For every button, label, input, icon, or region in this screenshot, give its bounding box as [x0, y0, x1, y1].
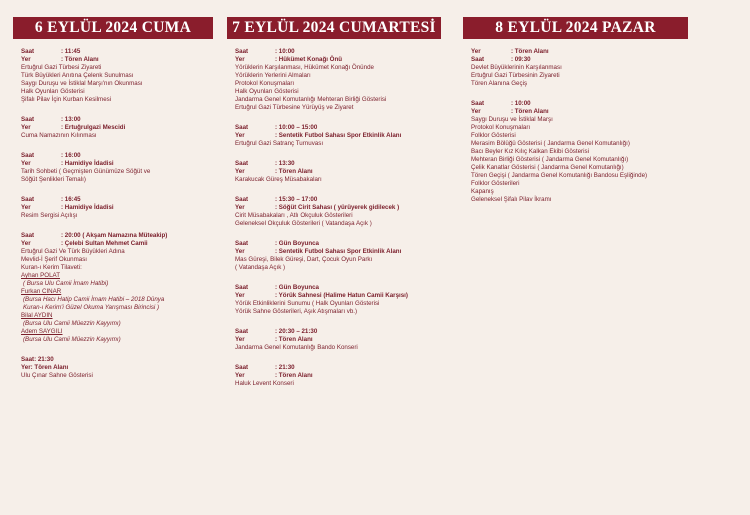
program-line: Bilal AYDIN — [21, 312, 53, 319]
program-line: Ertuğrul Gazi Türbesine Yürüyüş ve Ziyaret — [235, 104, 354, 111]
program-line: Merasim Bölüğü Gösterisi ( Jandarma Genel Komutanlığı) — [471, 140, 630, 147]
row-key: Saat — [21, 196, 35, 203]
day-column-2 — [227, 17, 441, 400]
program-row-primary — [21, 152, 213, 160]
row-key: Saat — [471, 56, 485, 63]
program-line: Ertuğrul Gazi Türbesi Ziyareti — [21, 64, 102, 71]
program-line: Protokol Konuşmaları — [471, 124, 531, 131]
program-line: (Bursa Ulu Camii Müezzin Kayyımı) — [23, 320, 121, 327]
row-value: : Hükümet Konağı Önü — [275, 56, 343, 63]
program-line: ( Vatandaşa Açık ) — [235, 264, 286, 271]
program-line: Cuma Namazının Kılınması — [21, 132, 97, 139]
row-key: Saat — [235, 328, 249, 335]
program-block — [235, 160, 441, 184]
program-line: ( Bursa Ulu Camii İmam Hatibi) — [23, 280, 109, 287]
program-row-primary — [21, 48, 213, 56]
row-value: : 16:00 — [61, 152, 81, 159]
program-line: Tören Alanına Geçiş — [471, 80, 528, 87]
program-line: Kuran-ı Kerim Tilaveti: — [21, 264, 82, 271]
program-line: Adem SAYGILI — [21, 328, 63, 335]
program-row-secondary — [471, 56, 688, 64]
program-line: Cirit Müsabakaları , Atlı Okçuluk Gösterileri — [235, 212, 353, 219]
program-block — [471, 100, 688, 204]
program-line: Resim Sergisi Açılışı — [21, 212, 78, 219]
row-value: : 15:30 – 17:00 — [275, 196, 318, 203]
day-column-1 — [13, 17, 213, 392]
program-line: (Bursa Ulu Camii Müezzin Kayyımı) — [23, 336, 121, 343]
row-key: Saat — [21, 48, 35, 55]
row-value: : 10:00 — [511, 100, 531, 107]
day-header: 6 EYLÜL 2024 CUMA — [13, 17, 213, 39]
program-row-secondary — [21, 124, 213, 132]
program-list — [227, 48, 441, 388]
row-key: Yer — [235, 168, 245, 175]
program-row-secondary — [235, 168, 441, 176]
row-value: : 11:45 — [61, 48, 81, 55]
program-line: Folklor Gösterisi — [471, 132, 516, 139]
program-list — [463, 48, 688, 204]
program-line: Mehteran Birliği Gösterisi ( Jandarma Genel Komutanlığı) — [471, 156, 629, 163]
program-block — [471, 48, 688, 88]
row-value: : Gün Boyunca — [275, 240, 320, 247]
program-block — [235, 240, 441, 272]
row-key: Saat — [235, 160, 249, 167]
row-key: Yer — [21, 240, 31, 247]
row-key: Yer: Tören Alanı — [21, 364, 69, 371]
row-value: : Gün Boyunca — [275, 284, 320, 291]
row-value: : 10:00 – 15:00 — [275, 124, 318, 131]
program-row-secondary — [235, 292, 441, 300]
program-row-secondary — [21, 160, 213, 168]
row-value: : Sentetik Futbol Sahası Spor Etkinlik Alanı — [275, 248, 402, 255]
row-value: : 09:30 — [511, 56, 531, 63]
program-line: Yörük Etkinliklerini Sunumu ( Halk Oyunları Gösterisi — [235, 300, 380, 307]
day-header: 7 EYLÜL 2024 CUMARTESİ — [227, 17, 441, 39]
program-line: Jandarma Genel Komutanlığı Bando Konseri — [235, 344, 358, 351]
row-key: Yer — [235, 292, 245, 299]
program-line: Geleneksel Okçuluk Gösterileri ( Vatandaşa Açık ) — [235, 220, 372, 227]
row-key: Yer — [235, 248, 245, 255]
program-line: Ulu Çınar Sahne Gösterisi — [21, 372, 93, 379]
program-block — [21, 232, 213, 344]
program-line: Kapanış — [471, 188, 494, 195]
program-row-primary — [21, 116, 213, 124]
program-line: Halk Oyunları Gösterisi — [235, 88, 299, 95]
row-key: Yer — [235, 372, 245, 379]
program-line: Protokol Konuşmaları — [235, 80, 295, 87]
program-block — [21, 116, 213, 140]
program-row-primary — [235, 196, 441, 204]
row-value: : 20:00 ( Akşam Namazına Müteakip) — [61, 232, 168, 239]
day-header: 8 EYLÜL 2024 PAZAR — [463, 17, 688, 39]
row-value: : Tören Alanı — [275, 336, 313, 343]
row-value: : 13:00 — [61, 116, 81, 123]
program-line: Yörük Sahne Gösterileri, Aşık Atışmaları vb.) — [235, 308, 358, 315]
row-value: : Söğüt Cirit Sahası ( yürüyerek gidilecek ) — [275, 204, 400, 211]
row-key: Saat — [21, 232, 35, 239]
program-row-secondary — [21, 240, 213, 248]
row-value: : 13:30 — [275, 160, 295, 167]
program-row-primary — [235, 284, 441, 292]
row-value: : Tören Alanı — [61, 56, 99, 63]
program-list — [13, 48, 213, 380]
program-line: Jandarma Genel Komutanlığı Mehteran Birliği Gösterisi — [235, 96, 387, 103]
row-key: Saat — [235, 196, 249, 203]
row-key: Yer — [21, 56, 31, 63]
row-key: Saat — [235, 240, 249, 247]
program-line: Halk Oyunları Gösterisi — [21, 88, 85, 95]
program-line: Türk Büyükleri Anıtına Çelenk Sunulması — [21, 72, 134, 79]
program-line: Geleneksel Şifalı Pilav İkramı — [471, 196, 552, 203]
row-value: : 20:30 – 21:30 — [275, 328, 318, 335]
row-value: : Hamidiye İdadisi — [61, 160, 114, 167]
program-row-secondary — [235, 56, 441, 64]
program-row-primary — [471, 100, 688, 108]
program-line: Haluk Levent Konseri — [235, 380, 294, 387]
row-key: Saat — [235, 124, 249, 131]
program-row-secondary — [21, 56, 213, 64]
program-block — [235, 364, 441, 388]
program-line: Mas Güreşi, Bilek Güreşi, Dart, Çocuk Oyun Parkı — [235, 256, 373, 263]
program-line: Şifalı Pilav İçin Kurban Kesilmesi — [21, 96, 112, 103]
row-key: Yer — [21, 204, 31, 211]
program-row-primary — [235, 124, 441, 132]
program-row-secondary — [235, 336, 441, 344]
program-line: Ertuğrul Gazi Satranç Turnuvası — [235, 140, 324, 147]
program-row-primary — [21, 196, 213, 204]
program-row-primary — [235, 48, 441, 56]
program-line: Ertuğrul Gazi Türbesinin Ziyareti — [471, 72, 560, 79]
program-line: Saygı Duruşu ve İstiklal Marşı — [471, 116, 553, 123]
program-row-primary — [235, 240, 441, 248]
program-block — [235, 48, 441, 112]
row-key: Saat — [21, 152, 35, 159]
program-row-secondary — [235, 132, 441, 140]
row-key: Saat — [471, 100, 485, 107]
program-line: Tören Geçişi ( Jandarma Genel Komutanlığı Bandosu Eşliğinde) — [471, 172, 648, 179]
program-line: Karakucak Güreş Müsabakaları — [235, 176, 322, 183]
row-key: Saat: 21:30 — [21, 356, 54, 363]
program-line: Çelik Kanatlar Gösterisi ( Jandarma Genel Komutanlığı) — [471, 164, 624, 171]
row-value: : Hamidiye İdadisi — [61, 204, 114, 211]
program-block — [21, 48, 213, 104]
row-value: : Tören Alanı — [275, 168, 313, 175]
row-key: Saat — [235, 48, 249, 55]
row-value: : 10:00 — [275, 48, 295, 55]
row-value: : 21:30 — [275, 364, 295, 371]
row-value: : 16:45 — [61, 196, 81, 203]
program-line: Saygı Duruşu ve İstiklal Marşı'nın Okunması — [21, 80, 143, 87]
program-row-secondary — [471, 108, 688, 116]
program-row-secondary — [235, 248, 441, 256]
row-value: : Sentetik Futbol Sahası Spor Etkinlik Alanı — [275, 132, 402, 139]
row-key: Yer — [235, 56, 245, 63]
program-line: Ertuğrul Gazi Ve Türk Büyükleri Adına — [21, 248, 125, 255]
program-line: Ayhan POLAT — [21, 272, 60, 279]
row-key: Yer — [235, 336, 245, 343]
program-line: Yörüklerin Karşılanması, Hükümet Konağı Önünde — [235, 64, 374, 71]
program-row-primary — [21, 232, 213, 240]
program-line: (Bursa Hacı Hatip Camii İmam Hatibi – 2018 Dünya — [23, 296, 165, 303]
row-key: Saat — [235, 284, 249, 291]
program-row-secondary — [21, 364, 213, 372]
row-key: Yer — [471, 48, 481, 55]
program-block — [21, 152, 213, 184]
program-row-primary — [21, 356, 213, 364]
program-block — [21, 196, 213, 220]
program-block — [235, 196, 441, 228]
program-row-secondary — [21, 204, 213, 212]
row-value: : Tören Alanı — [511, 108, 549, 115]
program-line: Kuran-ı Kerim'i Güzel Okuma Yarışması Birincisi ) — [23, 304, 160, 311]
row-value: : Tören Alanı — [275, 372, 313, 379]
program-line: Yörüklerin Yerlerini Almaları — [235, 72, 311, 79]
row-key: Saat — [21, 116, 35, 123]
row-key: Yer — [235, 204, 245, 211]
program-row-primary — [235, 160, 441, 168]
row-value: : Çelebi Sultan Mehmet Camii — [61, 240, 148, 247]
row-value: : Tören Alanı — [511, 48, 549, 55]
row-key: Yer — [471, 108, 481, 115]
program-row-primary — [235, 328, 441, 336]
program-block — [21, 356, 213, 380]
program-line: Folklor Gösterileri — [471, 180, 520, 187]
program-block — [235, 284, 441, 316]
program-line: Mevlid-İ Şerif Okunması — [21, 256, 88, 263]
row-key: Yer — [21, 124, 31, 131]
day-column-3 — [463, 17, 688, 216]
row-key: Saat — [235, 364, 249, 371]
program-row-secondary — [235, 204, 441, 212]
program-block — [235, 124, 441, 148]
program-row-secondary — [235, 372, 441, 380]
row-value: : Ertuğrulgazi Mescidi — [61, 124, 126, 131]
program-block — [235, 328, 441, 352]
row-key: Yer — [21, 160, 31, 167]
program-line: Bacı Beyler Kız Kılıç Kalkan Ekibi Gösterisi — [471, 148, 589, 155]
program-line: Devlet Büyüklerinin Karşılanması — [471, 64, 562, 71]
row-value: : Yörük Sahnesi (Halime Hatun Camii Karşısı) — [275, 292, 408, 299]
program-row-primary — [471, 48, 688, 56]
program-line: Furkan CINAR — [21, 288, 62, 295]
program-row-primary — [235, 364, 441, 372]
program-line: Tarih Sohbeti ( Geçmişten Günümüze Söğüt ve — [21, 168, 151, 175]
program-line: Söğüt Şenlikleri Temalı) — [21, 176, 86, 183]
row-key: Yer — [235, 132, 245, 139]
